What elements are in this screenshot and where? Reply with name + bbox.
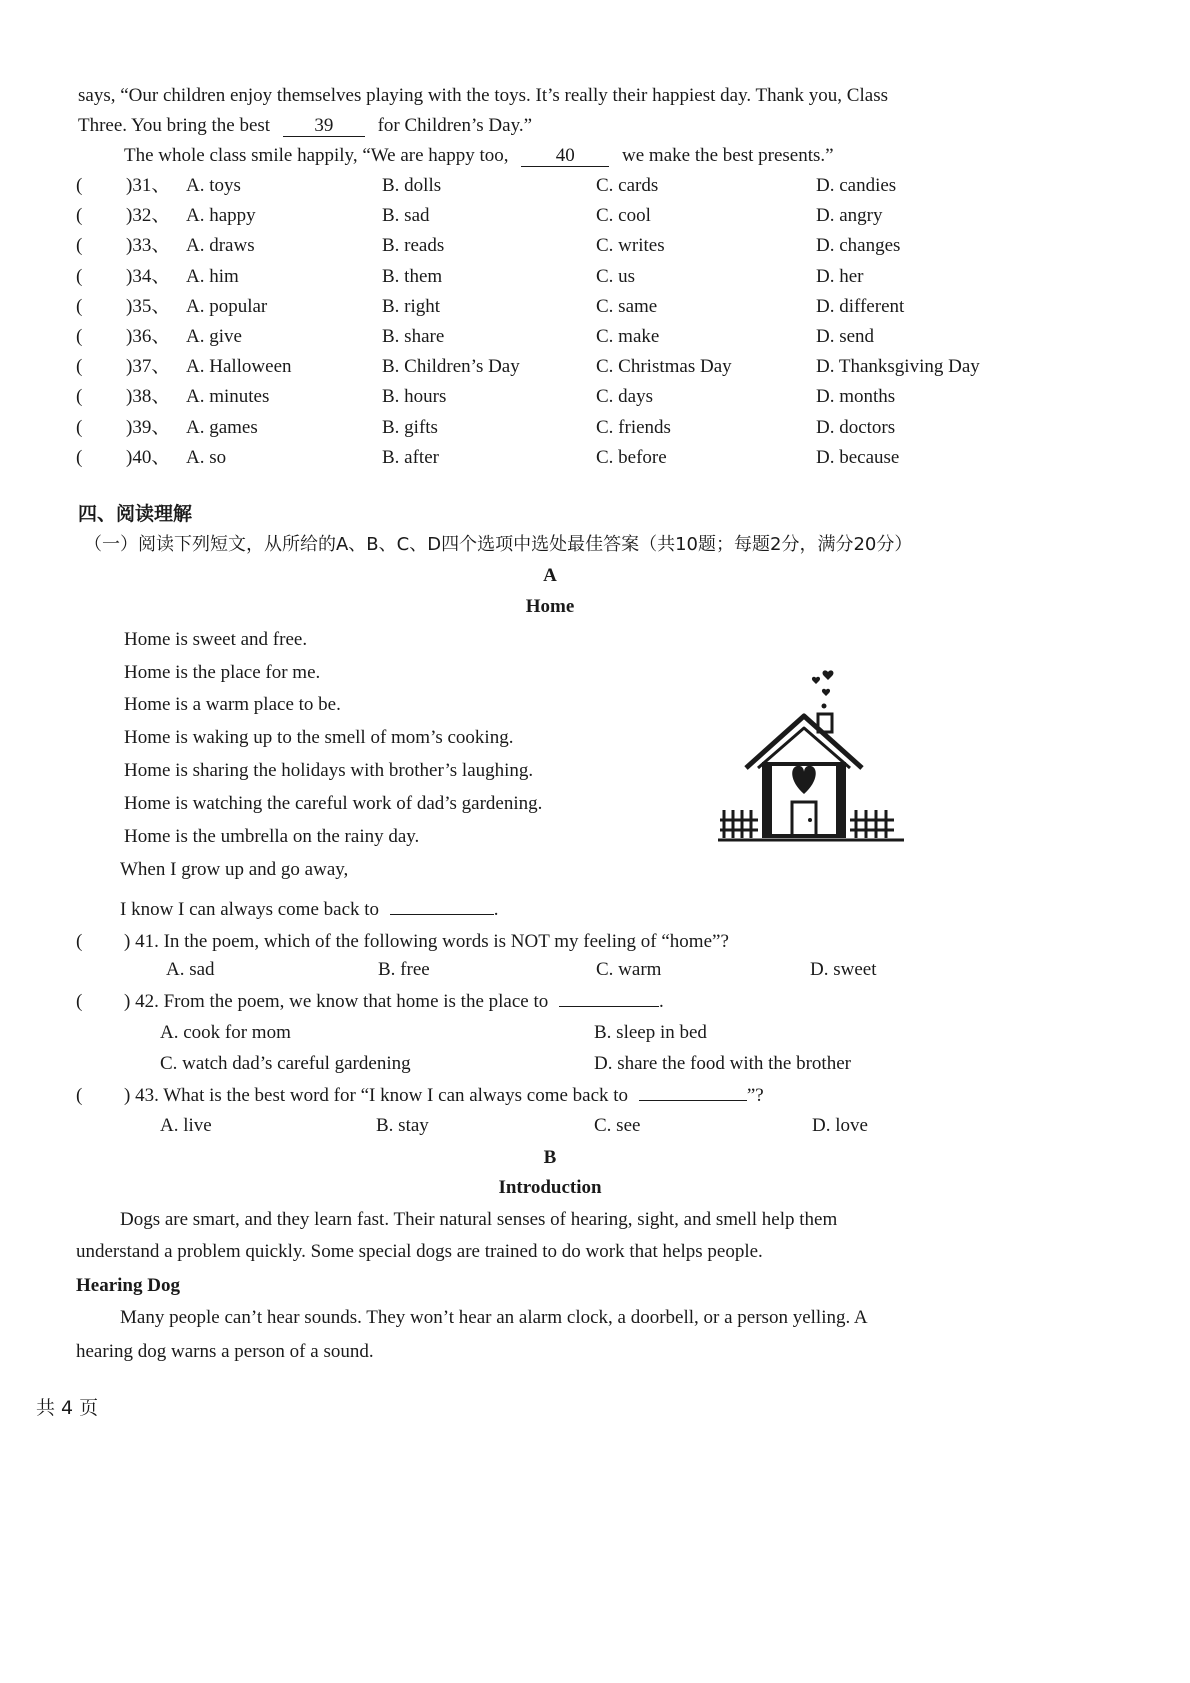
poem-last-line-text: I know I can always come back to (120, 899, 380, 920)
q43-option-a[interactable]: A. live (160, 1115, 212, 1136)
q43-blank[interactable] (639, 1100, 747, 1101)
cloze-option-d[interactable]: D. different (816, 296, 905, 317)
blank-39[interactable]: 39 (283, 116, 365, 137)
cloze-line-1: says, “Our children enjoy themselves playing with the toys. It’s really their happiest day. Thank you, Class (78, 85, 888, 106)
cloze-answer-paren[interactable]: ( (76, 447, 83, 468)
cloze-question-number: )36、 (126, 326, 171, 347)
cloze-option-a[interactable]: A. draws (186, 235, 255, 256)
cloze-answer-paren[interactable]: ( (76, 326, 83, 347)
cloze-option-c[interactable]: C. same (596, 296, 658, 317)
poem-last-line-end: . (493, 899, 499, 920)
cloze-option-a[interactable]: A. toys (186, 175, 241, 196)
q42-paren[interactable]: ( (76, 991, 83, 1012)
cloze-option-c[interactable]: C. Christmas Day (596, 356, 732, 377)
passage-b-title: Introduction (498, 1177, 602, 1198)
cloze-question-number: )32、 (126, 205, 171, 226)
cloze-option-c[interactable]: C. friends (596, 417, 671, 438)
poem-line: When I grow up and go away, (120, 859, 349, 880)
cloze-option-b[interactable]: B. hours (382, 386, 447, 407)
cloze-option-c[interactable]: C. before (596, 447, 667, 468)
q42-option-d[interactable]: D. share the food with the brother (594, 1053, 851, 1074)
cloze-option-d[interactable]: D. Thanksgiving Day (816, 356, 980, 377)
q41-option-b[interactable]: B. free (378, 959, 430, 980)
cloze-question-number: )39、 (126, 417, 171, 438)
passage-b-p2-line2: hearing dog warns a person of a sound. (76, 1341, 374, 1362)
section-instruction: （一）阅读下列短文，从所给的A、B、C、D四个选项中选处最佳答案（共10题；每题2分，满分20分） (84, 534, 913, 555)
poem-line: Home is sweet and free. (124, 629, 308, 650)
cloze-option-b[interactable]: B. gifts (382, 417, 438, 438)
cloze-option-b[interactable]: B. them (382, 266, 443, 287)
passage-b-letter: B (543, 1147, 557, 1168)
q42-blank[interactable] (559, 1006, 659, 1007)
cloze-option-a[interactable]: A. him (186, 266, 239, 287)
cloze-answer-paren[interactable]: ( (76, 296, 83, 317)
cloze-option-b[interactable]: B. right (382, 296, 441, 317)
cloze-option-a[interactable]: A. so (186, 447, 227, 468)
poem-line: Home is sharing the holidays with brother’s laughing. (124, 760, 534, 781)
q42-stem-line (124, 990, 664, 1014)
passage-b-p1-line2: understand a problem quickly. Some special dogs are trained to do work that helps people. (76, 1241, 763, 1262)
cloze-question-number: )33、 (126, 235, 171, 256)
poem-line: Home is watching the careful work of dad’s gardening. (124, 793, 543, 814)
poem-line: Home is the umbrella on the rainy day. (124, 826, 420, 847)
passage-a-letter: A (543, 565, 557, 586)
cloze-answer-paren[interactable]: ( (76, 235, 83, 256)
cloze-option-b[interactable]: B. dolls (382, 175, 442, 196)
cloze-question-number: )40、 (126, 447, 171, 468)
cloze-line-2-before: Three. You bring the best (78, 115, 271, 136)
cloze-option-b[interactable]: B. sad (382, 205, 430, 226)
passage-b-subheading: Hearing Dog (76, 1275, 180, 1296)
q43-option-c[interactable]: C. see (594, 1115, 641, 1136)
poem-line: Home is a warm place to be. (124, 694, 341, 715)
poem-line: Home is the place for me. (124, 662, 321, 683)
cloze-option-c[interactable]: C. us (596, 266, 636, 287)
q43-stem: ) 43. What is the best word for “I know I can always come back to (124, 1085, 629, 1106)
cloze-question-number: )38、 (126, 386, 171, 407)
cloze-line-2-after: for Children’s Day.” (377, 115, 533, 136)
q42-option-a[interactable]: A. cook for mom (160, 1022, 291, 1043)
cloze-option-b[interactable]: B. after (382, 447, 439, 468)
cloze-line-3-before: The whole class smile happily, “We are happy too, (124, 145, 509, 166)
q43-paren[interactable]: ( (76, 1085, 83, 1106)
cloze-question-number: )37、 (126, 356, 171, 377)
cloze-option-a[interactable]: A. Halloween (186, 356, 292, 377)
blank-40[interactable]: 40 (521, 146, 609, 167)
cloze-option-a[interactable]: A. give (186, 326, 242, 347)
q42-stem: ) 42. From the poem, we know that home is the place to (124, 991, 549, 1012)
section-heading: 四、阅读理解 (78, 503, 193, 525)
cloze-answer-paren[interactable]: ( (76, 417, 83, 438)
passage-b-p1-line1: Dogs are smart, and they learn fast. Their natural senses of hearing, sight, and smell help them (120, 1209, 838, 1230)
q43-option-b[interactable]: B. stay (376, 1115, 429, 1136)
poem-blank[interactable] (390, 914, 494, 915)
q43-option-d[interactable]: D. love (812, 1115, 868, 1136)
cloze-answer-paren[interactable]: ( (76, 175, 83, 196)
cloze-line-3 (124, 144, 834, 168)
cloze-option-b[interactable]: B. share (382, 326, 445, 347)
house-heart-icon (718, 660, 910, 850)
cloze-option-d[interactable]: D. candies (816, 175, 897, 196)
q41-paren[interactable]: ( (76, 931, 83, 952)
cloze-option-a[interactable]: A. popular (186, 296, 268, 317)
q42-option-c[interactable]: C. watch dad’s careful gardening (160, 1053, 411, 1074)
passage-b-p2-line1: Many people can’t hear sounds. They won’t hear an alarm clock, a doorbell, or a person yelling. A (120, 1307, 868, 1328)
cloze-option-d[interactable]: D. send (816, 326, 875, 347)
q43-stem-end: ”? (746, 1085, 764, 1106)
cloze-answer-paren[interactable]: ( (76, 205, 83, 226)
q41-stem: ) 41. In the poem, which of the following words is NOT my feeling of “home”? (124, 931, 729, 952)
cloze-line-3-after: we make the best presents.” (622, 145, 834, 166)
cloze-option-d[interactable]: D. angry (816, 205, 883, 226)
passage-a-title: Home (525, 596, 575, 617)
cloze-question-number: )35、 (126, 296, 171, 317)
q43-stem-line (124, 1084, 764, 1108)
cloze-answer-paren[interactable]: ( (76, 266, 83, 287)
cloze-question-number: )34、 (126, 266, 171, 287)
cloze-option-c[interactable]: C. writes (596, 235, 665, 256)
cloze-answer-paren[interactable]: ( (76, 386, 83, 407)
poem-last-line (120, 898, 499, 922)
cloze-line-2 (78, 114, 532, 138)
cloze-question-number: )31、 (126, 175, 171, 196)
cloze-option-b[interactable]: B. reads (382, 235, 445, 256)
cloze-option-c[interactable]: C. days (596, 386, 653, 407)
cloze-option-c[interactable]: C. cards (596, 175, 659, 196)
q41-option-a[interactable]: A. sad (166, 959, 215, 980)
q41-option-d[interactable]: D. sweet (810, 959, 877, 980)
poem-line: Home is waking up to the smell of mom’s cooking. (124, 727, 514, 748)
page-footer: 共 4 页 (36, 1397, 99, 1419)
cloze-option-d[interactable]: D. months (816, 386, 896, 407)
cloze-option-d[interactable]: D. her (816, 266, 864, 287)
q42-stem-end: . (659, 991, 664, 1012)
cloze-option-c[interactable]: C. make (596, 326, 660, 347)
cloze-option-d[interactable]: D. doctors (816, 417, 896, 438)
cloze-option-a[interactable]: A. games (186, 417, 258, 438)
q41-option-c[interactable]: C. warm (596, 959, 662, 980)
cloze-option-a[interactable]: A. minutes (186, 386, 270, 407)
cloze-option-c[interactable]: C. cool (596, 205, 651, 226)
cloze-option-a[interactable]: A. happy (186, 205, 256, 226)
cloze-option-b[interactable]: B. Children’s Day (382, 356, 520, 377)
cloze-answer-paren[interactable]: ( (76, 356, 83, 377)
cloze-option-d[interactable]: D. changes (816, 235, 901, 256)
cloze-option-d[interactable]: D. because (816, 447, 900, 468)
q42-option-b[interactable]: B. sleep in bed (594, 1022, 707, 1043)
